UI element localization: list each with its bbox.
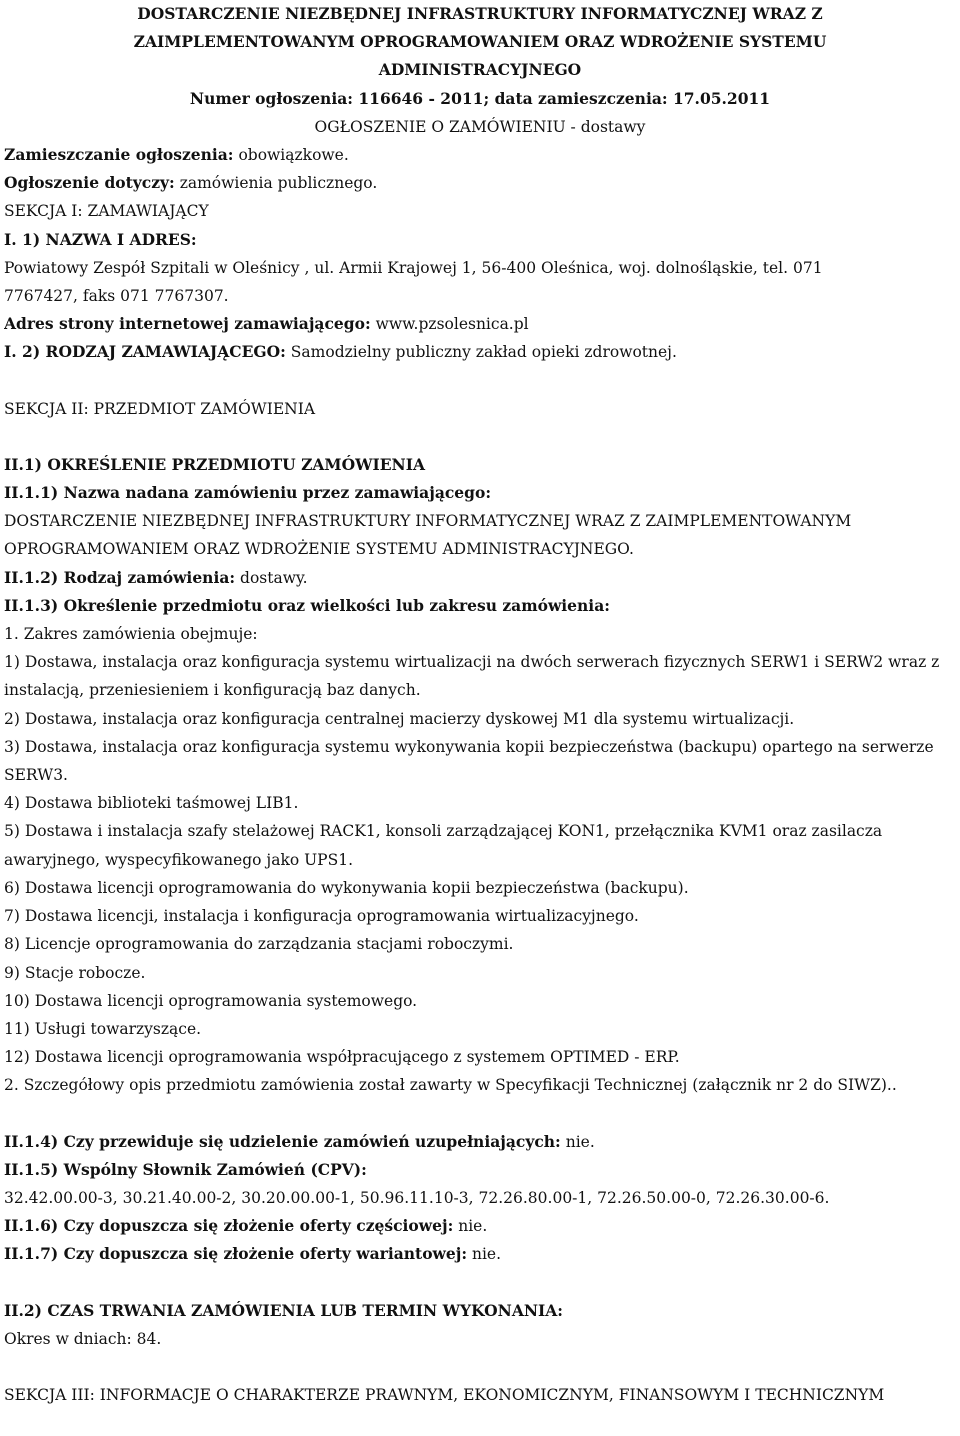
scope-item: 1) Dostawa, instalacja oraz konfiguracja systemu wirtualizacji na dwóch serwerach fizycznych SERW1 i SERW2 wraz z instalacją, przeniesieniem i konfiguracją baz danych. — [4, 653, 940, 700]
scope-item: 4) Dostawa biblioteki taśmowej LIB1. — [4, 794, 299, 813]
scope-item: 11) Usługi towarzyszące. — [4, 1019, 202, 1038]
subject-heading: II.1) OKREŚLENIE PRZEDMIOTU ZAMÓWIENIA — [4, 454, 425, 474]
scope-intro: 1. Zakres zamówienia obejmuje: — [4, 625, 258, 644]
scope-item: 8) Licencje oprogramowania do zarządzania stacjami roboczymi. — [4, 935, 514, 954]
spacer — [4, 1353, 956, 1381]
spacer — [4, 1100, 956, 1128]
supplementary-value: nie. — [560, 1132, 595, 1151]
scope-item: 7) Dostawa licencji, instalacja i konfiguracja oprogramowania wirtualizacyjnego. — [4, 907, 639, 926]
partial-offer-row — [4, 1212, 956, 1240]
website-value: www.pzsolesnica.pl — [370, 315, 529, 334]
variant-offer-label: II.1.7) Czy dopuszcza się złożenie oferty wariantowej: — [4, 1244, 468, 1264]
scope-item: 6) Dostawa licencji oprogramowania do wykonywania kopii bezpieczeństwa (backupu). — [4, 878, 689, 897]
scope-detail: 2. Szczegółowy opis przedmiotu zamówienia został zawarty w Specyfikacji Technicznej (załącznik nr 2 do SIWZ).. — [4, 1076, 897, 1095]
order-kind-label: II.1.2) Rodzaj zamówienia: — [4, 567, 236, 587]
spacer — [4, 423, 956, 451]
section-2-heading: SEKCJA II: PRZEDMIOT ZAMÓWIENIA — [4, 399, 316, 418]
variant-offer-row — [4, 1240, 956, 1268]
document-title-line-1: DOSTARCZENIE NIEZBĘDNEJ INFRASTRUKTURY INFORMATYCZNEJ WRAZ Z — [137, 4, 823, 23]
notice-type: OGŁOSZENIE O ZAMÓWIENIU - dostawy — [314, 117, 646, 136]
scope-item: 3) Dostawa, instalacja oraz konfiguracja systemu wykonywania kopii bezpieczeństwa (backupu) opartego na serwerze SERW3. — [4, 737, 934, 785]
contracting-type-label: I. 2) RODZAJ ZAMAWIAJĄCEGO: — [4, 342, 286, 362]
scope-item: 12) Dostawa licencji oprogramowania współpracującego z systemem OPTIMED - ERP. — [4, 1048, 680, 1067]
spacer — [4, 367, 956, 395]
order-name-line-2: OPROGRAMOWANIEM ORAZ WDROŻENIE SYSTEMU ADMINISTRACYJNEGO. — [4, 540, 634, 559]
cpv-label: II.1.5) Wspólny Słownik Zamówień (CPV): — [4, 1159, 367, 1179]
scope-item: 2) Dostawa, instalacja oraz konfiguracja centralnej macierzy dyskowej M1 dla systemu wirtualizacji. — [4, 709, 795, 728]
order-name-label: II.1.1) Nazwa nadana zamówieniu przez zamawiającego: — [4, 483, 492, 503]
spacer — [4, 1269, 956, 1297]
order-name-line-1: DOSTARCZENIE NIEZBĘDNEJ INFRASTRUKTURY INFORMATYCZNEJ WRAZ Z ZAIMPLEMENTOWANYM — [4, 512, 852, 531]
scope-item: 5) Dostawa i instalacja szafy stelażowej RACK1, konsoli zarządzającej KON1, przełącznika KVM1 oraz zasilacza awaryjnego, wyspecyfikowanego jako UPS1. — [4, 822, 883, 869]
contracting-type-value: Samodzielny publiczny zakład opieki zdrowotnej. — [285, 343, 677, 362]
duration-value: Okres w dniach: 84. — [4, 1329, 162, 1348]
address-line-1: Powiatowy Zespół Szpitali w Oleśnicy , ul. Armii Krajowej 1, 56-400 Oleśnica, woj. dolnośląskie, tel. 071 — [4, 258, 823, 277]
concerns-row — [4, 169, 956, 197]
document-title-line-3: ADMINISTRACYJNEGO — [378, 60, 582, 80]
posting-row — [4, 141, 956, 169]
cpv-codes: 32.42.00.00-3, 30.21.40.00-2, 30.20.00.00-1, 50.96.11.10-3, 72.26.80.00-1, 72.26.50.00-0, 72.26.30.00-6. — [4, 1188, 830, 1207]
supplementary-label: II.1.4) Czy przewiduje się udzielenie zamówień uzupełniających: — [4, 1131, 561, 1151]
section-1-heading: SEKCJA I: ZAMAWIAJĄCY — [4, 202, 209, 221]
variant-offer-value: nie. — [467, 1245, 502, 1264]
scope-label: II.1.3) Określenie przedmiotu oraz wielkości lub zakresu zamówienia: — [4, 595, 610, 615]
website-label: Adres strony internetowej zamawiającego: — [4, 314, 371, 334]
notice-document — [4, 0, 956, 1409]
scope-item: 10) Dostawa licencji oprogramowania systemowego. — [4, 991, 418, 1010]
order-kind-row — [4, 564, 956, 592]
address-line-2: 7767427, faks 071 7767307. — [4, 287, 229, 306]
scope-item: 9) Stacje robocze. — [4, 963, 146, 982]
website-row — [4, 310, 956, 338]
document-title-line-2: ZAIMPLEMENTOWANYM OPROGRAMOWANIEM ORAZ WDROŻENIE SYSTEMU — [133, 32, 827, 52]
name-address-label: I. 1) NAZWA I ADRES: — [4, 229, 197, 249]
notice-number: Numer ogłoszenia: 116646 - 2011; data zamieszczenia: 17.05.2011 — [189, 88, 771, 108]
partial-offer-label: II.1.6) Czy dopuszcza się złożenie oferty częściowej: — [4, 1216, 454, 1236]
partial-offer-value: nie. — [453, 1217, 488, 1236]
section-3-heading: SEKCJA III: INFORMACJE O CHARAKTERZE PRAWNYM, EKONOMICZNYM, FINANSOWYM I TECHNICZNYM — [4, 1385, 885, 1404]
concerns-label: Ogłoszenie dotyczy: — [4, 173, 175, 193]
duration-label: II.2) CZAS TRWANIA ZAMÓWIENIA LUB TERMIN WYKONANIA: — [4, 1300, 564, 1320]
supplementary-row — [4, 1128, 956, 1156]
posting-label: Zamieszczanie ogłoszenia: — [4, 145, 234, 165]
order-kind-value: dostawy. — [235, 568, 308, 587]
posting-value: obowiązkowe. — [233, 146, 349, 165]
concerns-value: zamówienia publicznego. — [174, 174, 378, 193]
contracting-type-row — [4, 338, 956, 366]
